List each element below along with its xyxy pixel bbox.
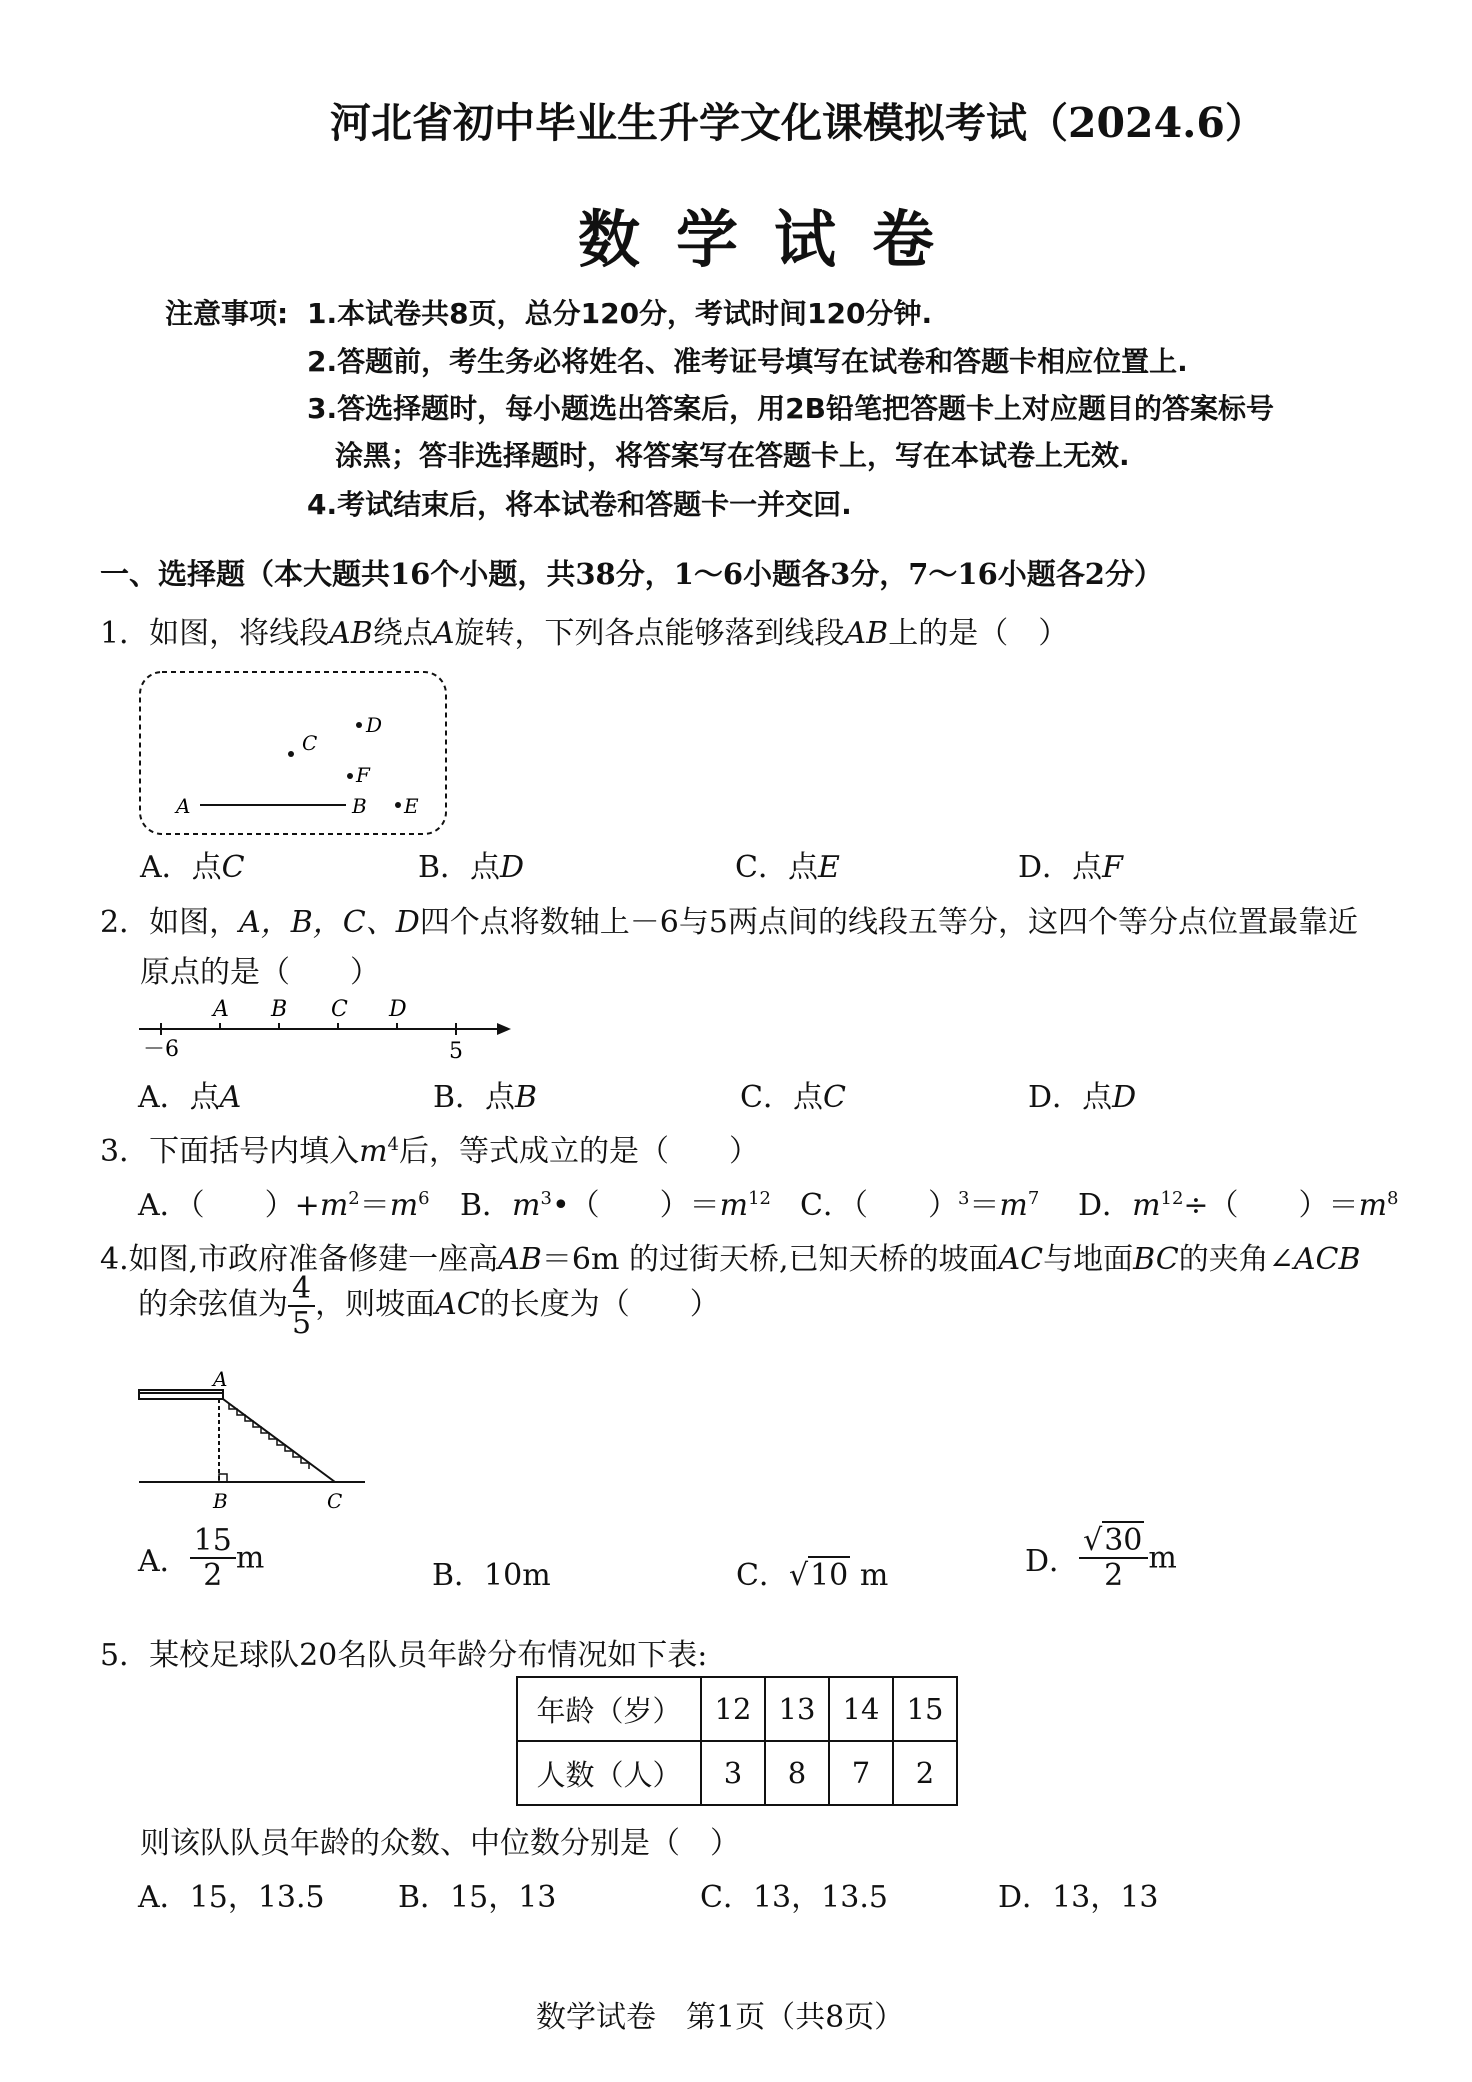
q5-option-a: A．15，13.5	[138, 1880, 325, 1915]
q2-option-a: A．点A	[138, 1080, 242, 1115]
q3-option-d: D．$m^{12}\div$（ ）$=m^8$	[1078, 1188, 1399, 1223]
label-a: A	[213, 1367, 228, 1391]
table-row	[517, 1741, 957, 1805]
q4-option-b: B．10m	[432, 1558, 551, 1593]
label-b: B	[213, 1489, 228, 1513]
table-cell: 8	[765, 1741, 829, 1805]
table-cell: 12	[701, 1677, 765, 1741]
q1-option-c: C．点E	[735, 850, 840, 885]
point-c	[288, 751, 294, 757]
q3-option-c: C．（ ）$^3=m^7$	[800, 1188, 1040, 1223]
axis-label-c: C	[331, 997, 348, 1022]
label-e: E	[404, 794, 419, 818]
q5-option-c: C．13，13.5	[700, 1880, 888, 1915]
age-table	[516, 1676, 958, 1806]
table-cell: 3	[701, 1741, 765, 1805]
axis-label-b: B	[271, 997, 288, 1022]
point-f	[347, 773, 353, 779]
slope-ac	[223, 1399, 335, 1482]
note-item-3: 3.答选择题时，每小题选出答案后，用2B铅笔把答题卡上对应题目的答案标号	[307, 392, 1274, 425]
q5-question: 则该队队员年龄的众数、中位数分别是（ ）	[140, 1826, 740, 1861]
q1-stem: 1．如图，将线段AB绕点A旋转，下列各点能够落到线段AB上的是（ ）	[100, 616, 1069, 651]
label-c: C	[302, 731, 318, 755]
q5-option-d: D．13，13	[998, 1880, 1159, 1915]
note-item-1: 1.本试卷共8页，总分120分，考试时间120分钟.	[307, 297, 933, 330]
table-cell: 2	[893, 1741, 957, 1805]
q4-bridge-figure	[135, 1362, 375, 1522]
axis-label-a: A	[213, 997, 229, 1022]
table-cell: 13	[765, 1677, 829, 1741]
note-item-2: 2.答题前，考生务必将姓名、准考证号填写在试卷和答题卡相应位置上.	[307, 345, 1188, 378]
note-item-3-cont: 涂黑；答非选择题时，将答案写在答题卡上，写在本试卷上无效.	[335, 439, 1130, 472]
label-d: D	[366, 713, 383, 737]
table-header-count: 人数（人）	[517, 1741, 701, 1805]
q4-option-a: A． $\frac{15}{2}$ m	[138, 1523, 265, 1593]
label-c: C	[327, 1489, 343, 1513]
q1-figure	[138, 670, 450, 840]
axis-label-d: D	[389, 997, 407, 1022]
q1-option-b: B．点D	[418, 850, 525, 885]
q3-option-b: B．$m^3•$（ ）$=m^{12}$	[460, 1188, 772, 1223]
notes-label: 注意事项:	[165, 297, 289, 330]
q1-option-d: D．点F	[1018, 850, 1123, 885]
table-cell: 14	[829, 1677, 893, 1741]
axis-label-left: －6	[143, 1037, 179, 1062]
q5-stem: 5．某校足球队20名队员年龄分布情况如下表:	[100, 1638, 708, 1673]
right-angle-mark	[219, 1474, 227, 1482]
table-header-age: 年龄（岁）	[517, 1677, 701, 1741]
q2-number-line	[135, 992, 515, 1062]
q1-option-a: A．点C	[140, 850, 245, 885]
table-cell: 7	[829, 1741, 893, 1805]
q2-option-c: C．点C	[740, 1080, 846, 1115]
axis-arrow	[497, 1023, 511, 1035]
q4-stem-cont: 的余弦值为 $\frac{4}{5}$ ，则坡面AC的长度为（ ）	[138, 1271, 720, 1341]
point-d	[356, 722, 362, 728]
q4-fraction: $\frac{4}{5}$	[288, 1272, 315, 1340]
exam-title: 河北省初中毕业生升学文化课模拟考试（2024.6）	[330, 99, 1266, 147]
label-a: A	[176, 794, 191, 818]
point-e	[395, 802, 401, 808]
q3-stem: 3．下面括号内填入$m^4$后，等式成立的是（ ）	[100, 1134, 759, 1169]
q4-stem: 4.如图,市政府准备修建一座高AB＝6m 的过街天桥,已知天桥的坡面AC与地面BC的夹角∠ACB	[100, 1242, 1361, 1277]
label-b: B	[352, 794, 367, 818]
section-heading: 一、选择题（本大题共16个小题，共38分，1～6小题各3分，7～16小题各2分）	[100, 557, 1163, 591]
label-f: F	[356, 763, 370, 787]
subject-title: 数学试卷	[578, 203, 971, 276]
note-item-4: 4.考试结束后，将本试卷和答题卡一并交回.	[307, 488, 852, 521]
q2-stem-cont: 原点的是（ ）	[140, 955, 380, 990]
q5-option-b: B．15，13	[398, 1880, 557, 1915]
q2-option-b: B．点B	[433, 1080, 538, 1115]
q4-option-c: C．√10 m	[736, 1558, 889, 1593]
bridge-deck	[139, 1390, 223, 1399]
q2-option-d: D．点D	[1028, 1080, 1137, 1115]
page-footer: 数学试卷 第1页（共8页）	[536, 2000, 905, 2035]
table-row	[517, 1677, 957, 1741]
q4-option-d: D． $\frac{√30}{2}$ m	[1025, 1523, 1177, 1593]
table-cell: 15	[893, 1677, 957, 1741]
axis-label-right: 5	[449, 1039, 463, 1064]
q2-stem: 2．如图，A，B，C、D四个点将数轴上－6与5两点间的线段五等分，这四个等分点位置最靠近	[100, 905, 1358, 940]
q3-option-a: A．（ ）$+m^2=m^6$	[138, 1188, 430, 1223]
